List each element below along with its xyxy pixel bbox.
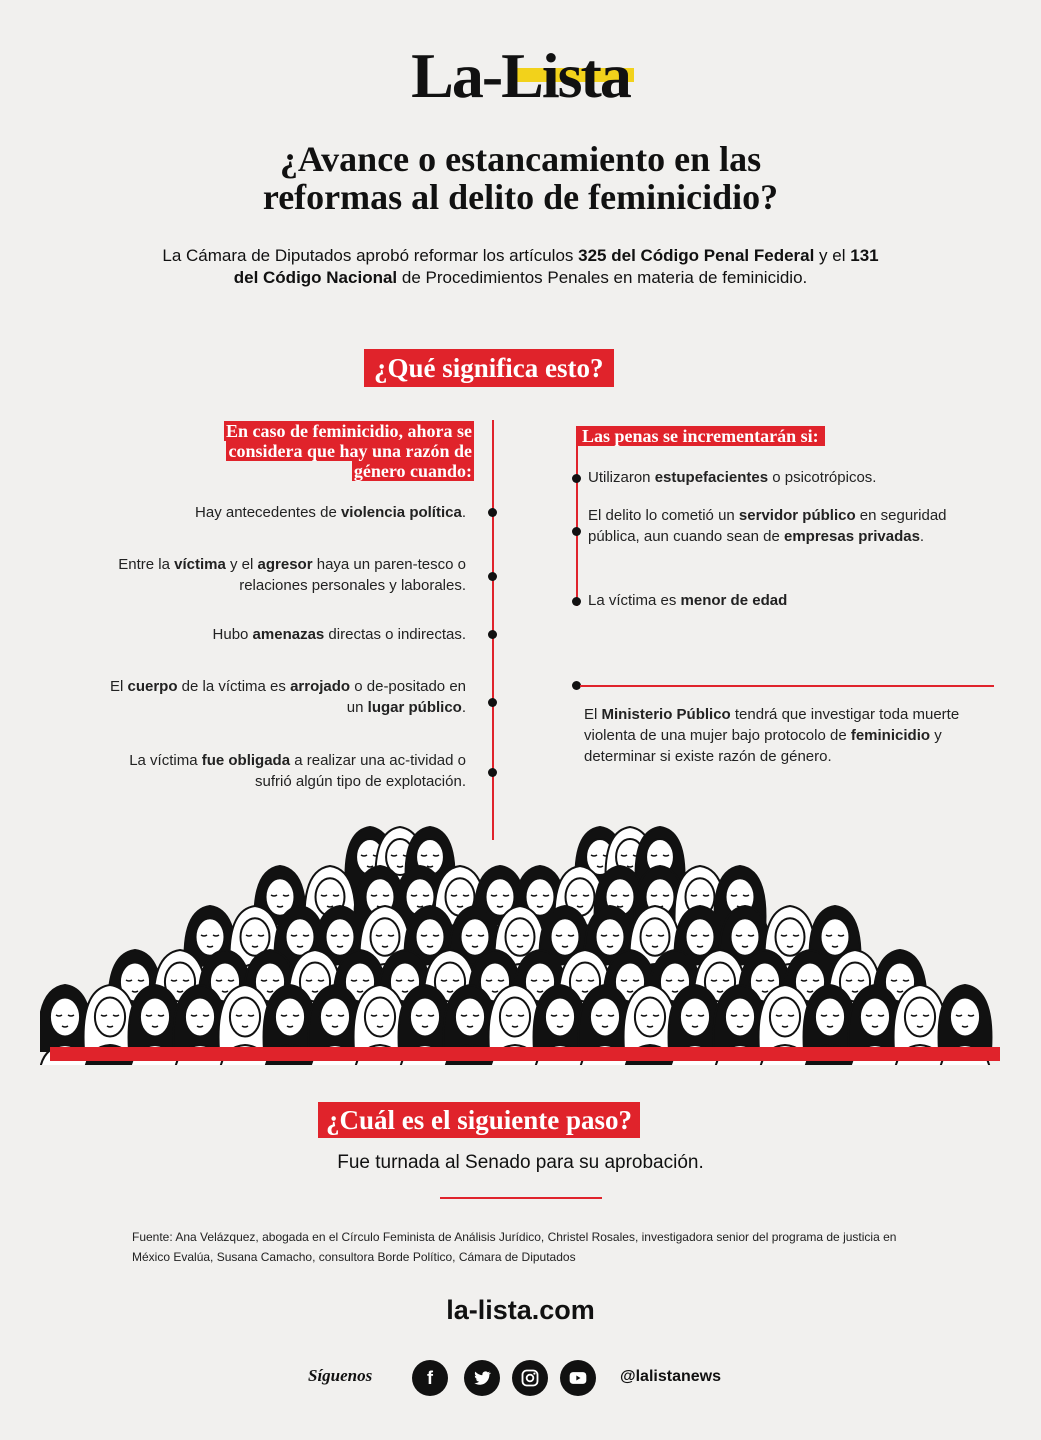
left-item-4: El cuerpo de la víctima es arrojado o de-positado en un lugar público.	[109, 678, 466, 716]
left-heading	[118, 421, 474, 481]
youtube-icon[interactable]	[560, 1360, 596, 1396]
right-item-2: El delito lo cometió un servidor público en seguridad pública, aun cuando sean de empresas privadas.	[588, 507, 947, 545]
instagram-icon[interactable]	[512, 1360, 548, 1396]
page-title	[0, 140, 1041, 216]
right-heading: Las penas se incrementarán si:	[576, 426, 825, 446]
source-note: Fuente: Ana Velázquez, abogada en el Círculo Feminista de Análisis Jurídico, Christel Rosales, investigadora senior del programa de justicia en México Evalúa, Susana Camacho, consultora Borde Político, Cámara de Diputados	[132, 1230, 897, 1264]
logo-prefix: La-	[411, 40, 502, 111]
intro-text-1: La Cámara de Diputados aprobó reformar los artículos	[162, 246, 579, 265]
question-what-it-means: ¿Qué significa esto?	[364, 349, 614, 387]
left-heading-line-3: género cuando:	[353, 461, 472, 481]
left-item-5: La víctima fue obligada a realizar una ac-tividad o sufrió algún tipo de explotación.	[129, 752, 466, 790]
site-url[interactable]: la-lista.com	[446, 1295, 595, 1325]
right-note: El Ministerio Público tendrá que investigar toda muerte violenta de una mujer bajo protocolo de feminicidio y determinar si existe razón de género.	[584, 706, 960, 765]
intro-text-2: y el	[814, 246, 851, 265]
intro-bold-2: 131 del Código Nacional	[233, 246, 879, 287]
intro-paragraph	[150, 245, 891, 289]
twitter-icon[interactable]	[464, 1360, 500, 1396]
title-line-2: reformas al delito de feminicidio?	[262, 177, 779, 217]
bullet-dot	[488, 572, 497, 581]
bullet-dot	[488, 698, 497, 707]
bullet-dot	[488, 630, 497, 639]
social-handle[interactable]: @lalistanews	[620, 1368, 721, 1385]
bullet-dot	[488, 768, 497, 777]
left-item-2: Entre la víctima y el agresor haya un paren-tesco o relaciones personales y laborales.	[118, 556, 466, 594]
left-item-3: Hubo amenazas directas o indirectas.	[212, 626, 466, 643]
source-divider	[440, 1197, 602, 1199]
intro-bold-1: 325 del Código Penal Federal	[578, 246, 815, 265]
right-divider	[576, 426, 578, 606]
question-next-step: ¿Cuál es el siguiente paso?	[318, 1102, 640, 1138]
bullet-dot	[572, 474, 581, 483]
facebook-icon[interactable]: f	[412, 1360, 448, 1396]
bullet-dot	[572, 597, 581, 606]
right-item-3: La víctima es menor de edad	[588, 592, 788, 609]
next-step-text: Fue turnada al Senado para su aprobación.	[337, 1152, 704, 1173]
intro-text-3: de Procedimientos Penales en materia de feminicidio.	[397, 268, 808, 287]
title-line-1: ¿Avance o estancamiento en las	[279, 139, 762, 179]
bullet-dot	[572, 527, 581, 536]
logo-highlight: Lista	[501, 40, 630, 111]
right-rule	[580, 685, 994, 687]
left-item-1: Hay antecedentes de violencia política.	[195, 504, 466, 521]
women-crowd-illustration	[40, 815, 1000, 1065]
follow-label: Síguenos	[308, 1366, 373, 1385]
right-item-1: Utilizaron estupefacientes o psicotrópicos.	[588, 469, 877, 486]
bullet-dot	[488, 508, 497, 517]
left-heading-line-1: En caso de feminicidio, ahora se	[226, 421, 472, 441]
left-heading-line-2: considera que hay una razón de	[228, 441, 472, 461]
logo	[0, 40, 1041, 112]
